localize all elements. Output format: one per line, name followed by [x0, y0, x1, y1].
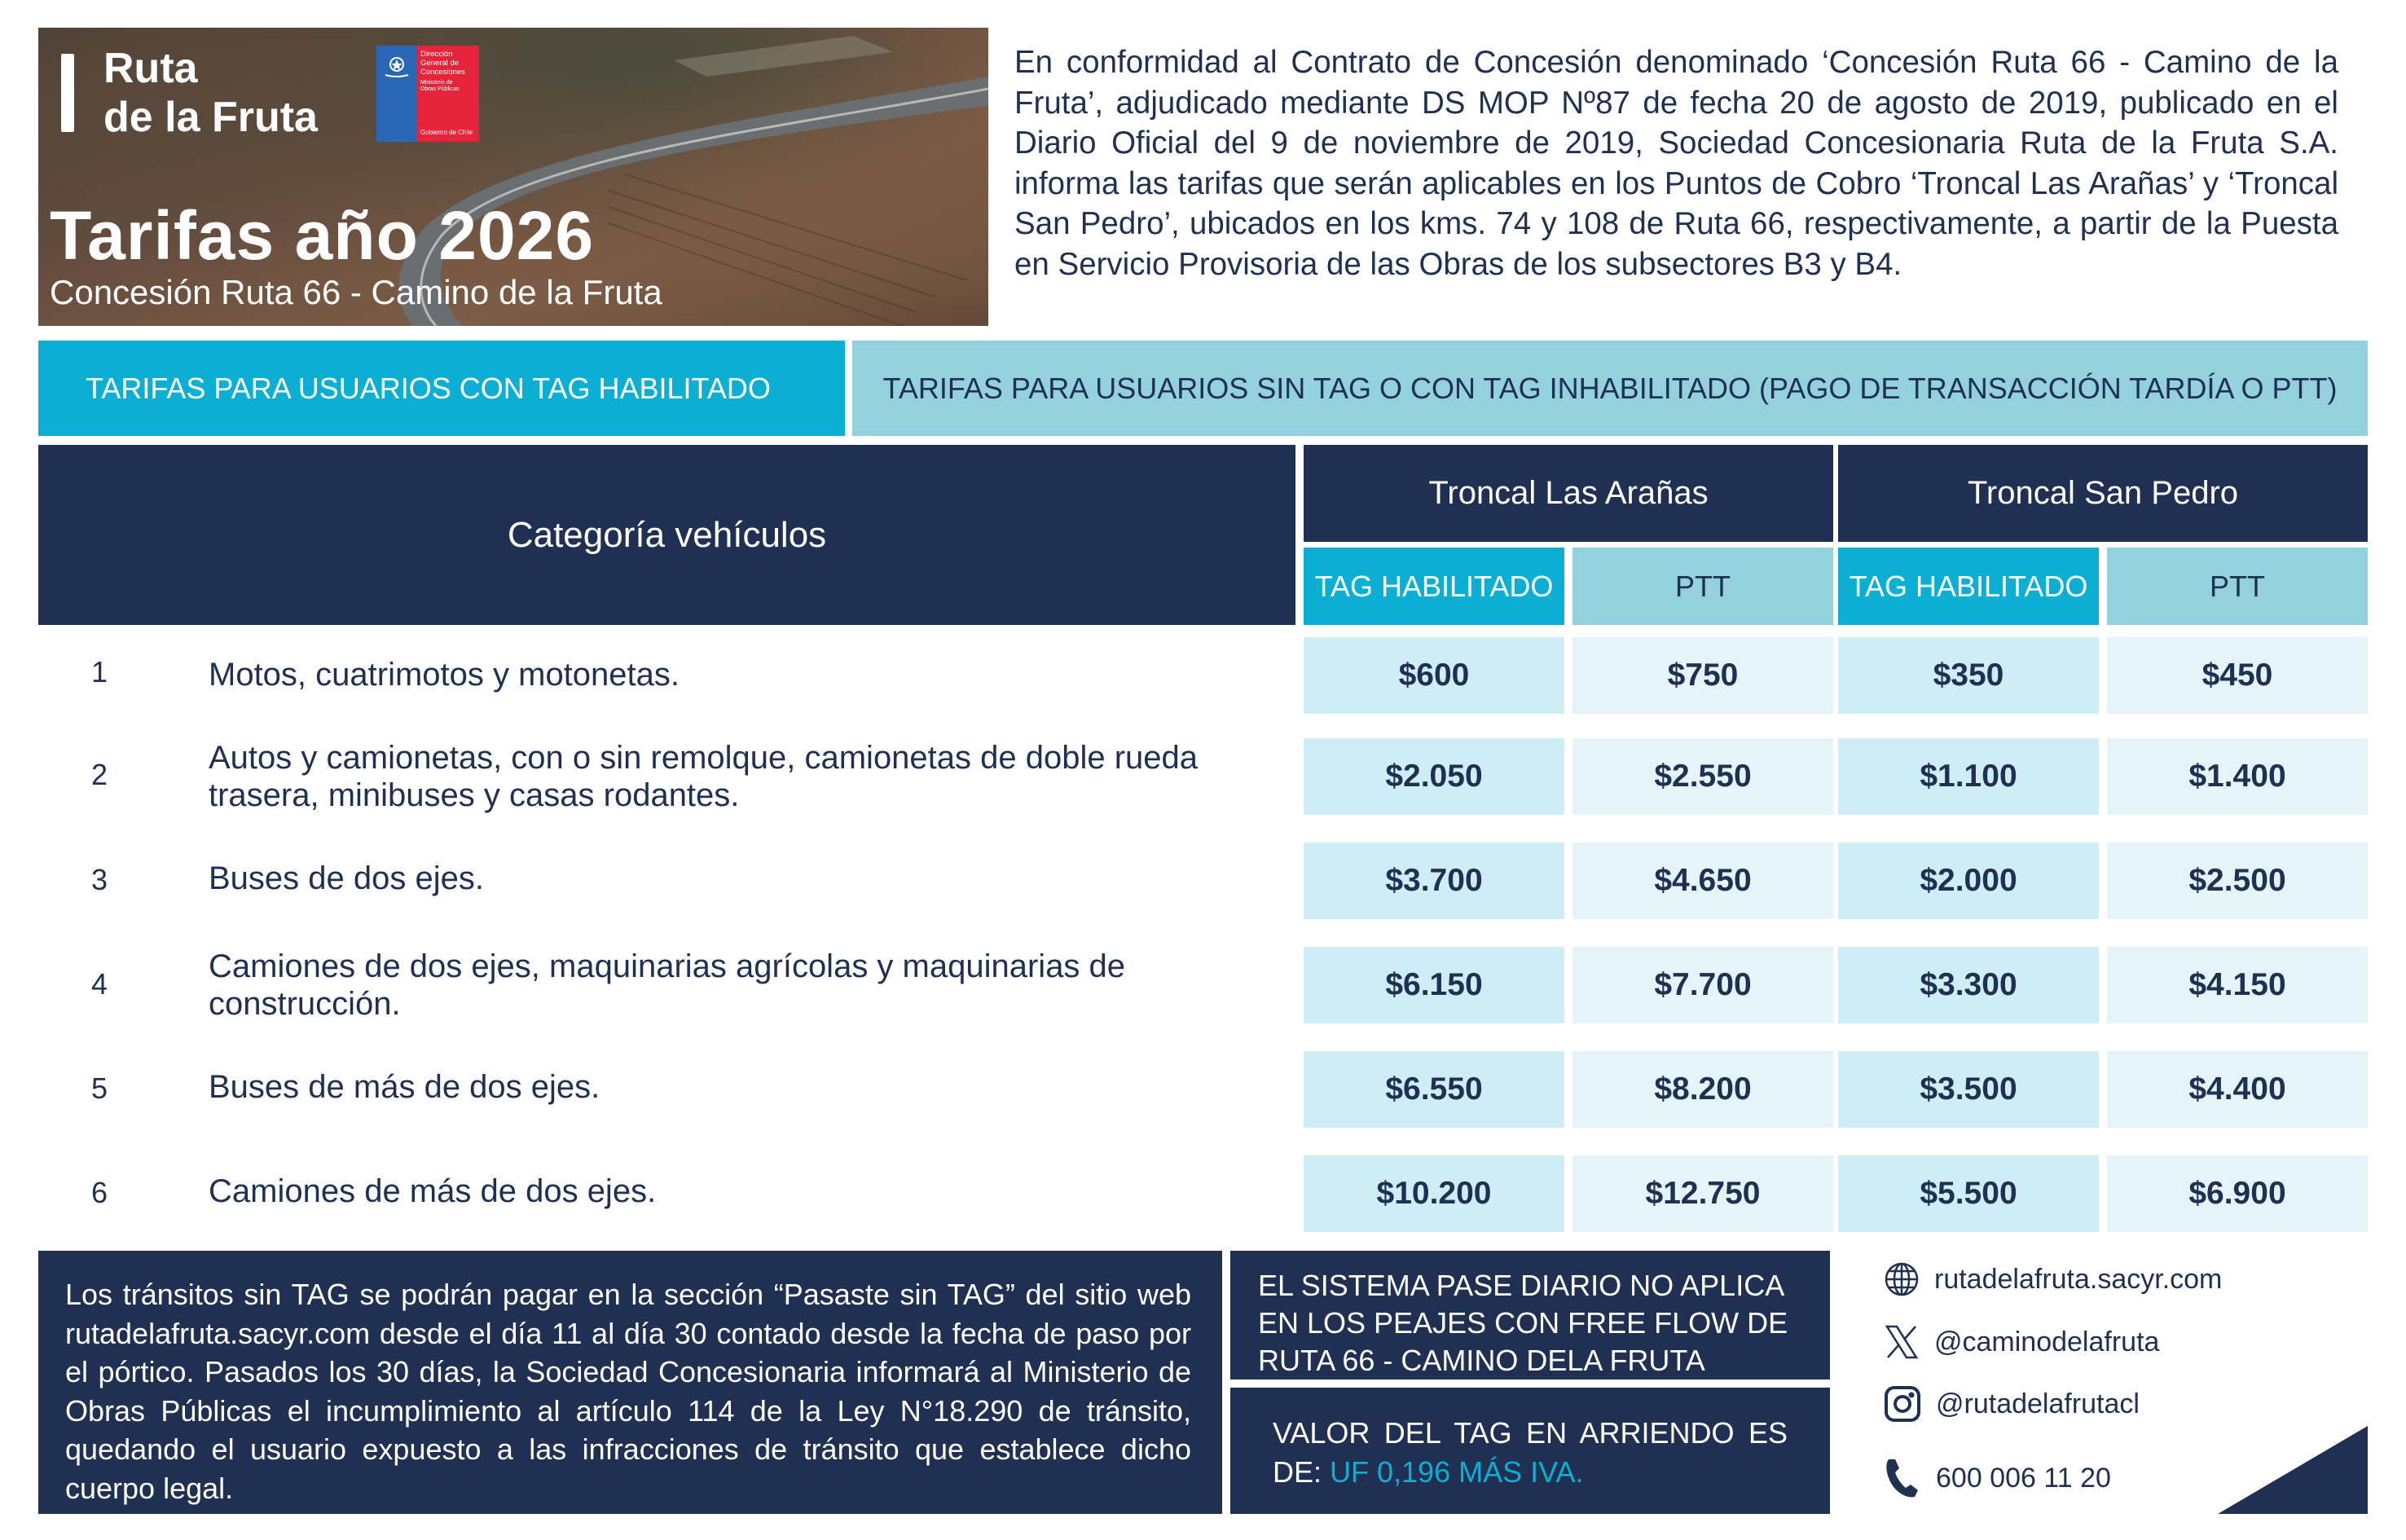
contact-website[interactable] — [1884, 1261, 2222, 1297]
price-cell: $4.400 — [2107, 1051, 2368, 1128]
price-cell: $3.500 — [1838, 1051, 2099, 1128]
price-cell: $1.100 — [1838, 738, 2099, 815]
category-header: Categoría vehículos — [38, 445, 1295, 625]
gov-logo-line-5: Obras Públicas — [420, 86, 460, 92]
phone-icon — [1884, 1457, 1921, 1499]
x-logo-icon — [1884, 1324, 1920, 1360]
instagram-icon — [1884, 1385, 1921, 1423]
row-number: 3 — [91, 863, 108, 896]
row-number: 1 — [91, 655, 108, 689]
subheader-tag-san-pedro: TAG HABILITADO — [1838, 548, 2099, 625]
contact-x[interactable] — [1884, 1324, 2159, 1360]
price-cell: $5.500 — [1838, 1155, 2099, 1232]
gov-logo-line-3: Concesiones — [420, 68, 465, 77]
price-cell: $2.050 — [1304, 738, 1564, 815]
station-header-san-pedro: Troncal San Pedro — [1838, 445, 2368, 542]
gov-logo-line-2: General de — [420, 59, 460, 68]
page-subtitle: Concesión Ruta 66 - Camino de la Fruta — [50, 273, 662, 311]
station-header-las-aranas: Troncal Las Arañas — [1304, 445, 1833, 542]
globe-icon — [1884, 1261, 1920, 1297]
logo-mark-icon — [61, 54, 74, 132]
intro-paragraph: En conformidad al Contrato de Concesión denominado ‘Concesión Ruta 66 - Camino de la Fruta’, adjudicado mediante DS MOP Nº87 de fecha 20 de agosto de 2019, publicado en el Diario Oficial del 9 de noviembre de 2019, Sociedad Concesionaria Ruta de la Fruta S.A. informa las tarifas que serán aplicables en los Puntos de Cobro ‘Troncal Las Arañas’ y ‘Troncal San Pedro’, ubicados en los kms. 74 y 108 de Ruta 66, respectivamente, a partir de la Puesta en Servicio Provisoria de las Obras de los subsectores B3 y B4. — [1014, 45, 2338, 282]
contact-instagram[interactable] — [1884, 1385, 2140, 1423]
price-cell: $3.300 — [1838, 947, 2099, 1023]
tag-value-prefix: VALOR DEL TAG EN ARRIENDO ES DE: — [1273, 1416, 1788, 1489]
row-label: Buses de dos ejes. — [209, 860, 484, 896]
price-cell: $4.150 — [2107, 947, 2368, 1023]
price-cell: $2.500 — [2107, 843, 2368, 919]
logo-line-1: Ruta — [103, 45, 198, 92]
row-number: 5 — [91, 1071, 108, 1105]
row-label: Motos, cuatrimotos y motonetas. — [209, 657, 680, 693]
price-cell: $600 — [1304, 637, 1564, 714]
tab-tag-habilitado: TARIFAS PARA USUARIOS CON TAG HABILITADO — [38, 341, 845, 436]
price-cell: $450 — [2107, 637, 2368, 714]
logo-line-2: de la Fruta — [103, 94, 318, 141]
gov-logo-bottom: Gobierno de Chile — [420, 129, 473, 136]
hero-banner — [38, 28, 988, 326]
tab-sin-tag-ptt: TARIFAS PARA USUARIOS SIN TAG O CON TAG INHABILITADO (PAGO DE TRANSACCIÓN TARDÍA O PTT) — [852, 341, 2368, 436]
price-cell: $3.700 — [1304, 843, 1564, 919]
price-cell: $12.750 — [1572, 1155, 1833, 1232]
coat-of-arms-icon — [376, 46, 417, 142]
website-link[interactable]: rutadelafruta.sacyr.com — [1934, 1263, 2223, 1295]
instagram-handle[interactable]: @rutadelafrutacl — [1936, 1388, 2140, 1419]
price-cell: $1.400 — [2107, 738, 2368, 815]
gov-logo-line-1: Dirección — [420, 50, 453, 59]
row-number: 6 — [91, 1176, 108, 1209]
payment-notice: Los tránsitos sin TAG se podrán pagar en la sección “Pasaste sin TAG” del sitio web rutadelafruta.sacyr.com desde el día 11 al día 30 contado desde la fecha de paso por el pórtico. Pasados los 30 días, la Sociedad Concesionaria informará al Ministerio de Obras Públicas el incumplimiento al artículo 114 de la Ley N°18.290 de tránsito, quedando el usuario expuesto a las infracciones de tránsito que establece dicho cuerpo legal. — [38, 1251, 1222, 1514]
tag-value-notice — [1230, 1388, 1830, 1514]
row-label: Buses de más de dos ejes. — [209, 1069, 600, 1105]
subheader-ptt-san-pedro: PTT — [2107, 548, 2368, 625]
price-cell: $350 — [1838, 637, 2099, 714]
price-cell: $2.550 — [1572, 738, 1833, 815]
price-cell: $750 — [1572, 637, 1833, 714]
price-cell: $6.900 — [2107, 1155, 2368, 1232]
gov-logo-line-4: Ministerio de — [420, 80, 453, 86]
x-handle[interactable]: @caminodelafruta — [1934, 1326, 2160, 1357]
price-cell: $8.200 — [1572, 1051, 1833, 1128]
page-title: Tarifas año 2026 — [50, 197, 595, 274]
pase-diario-notice: EL SISTEMA PASE DIARIO NO APLICA EN LOS PEAJES CON FREE FLOW DE RUTA 66 - CAMINO DELA FRUTA — [1230, 1251, 1830, 1379]
brand-logo — [103, 44, 318, 142]
subheader-tag-las-aranas: TAG HABILITADO — [1304, 548, 1564, 625]
price-cell: $2.000 — [1838, 843, 2099, 919]
decorative-triangle — [2218, 1426, 2368, 1514]
price-cell: $7.700 — [1572, 947, 1833, 1023]
subheader-ptt-las-aranas: PTT — [1572, 548, 1833, 625]
price-cell: $4.650 — [1572, 843, 1833, 919]
row-label: Autos y camionetas, con o sin remolque, camionetas de doble rueda trasera, minibuses y casas rodantes. — [209, 740, 1199, 813]
row-label: Camiones de dos ejes, maquinarias agrícolas y maquinarias de construcción. — [209, 948, 1126, 1022]
contact-phone[interactable] — [1884, 1457, 2111, 1499]
price-cell: $6.550 — [1304, 1051, 1564, 1128]
phone-number[interactable]: 600 006 11 20 — [1936, 1462, 2111, 1494]
row-number: 4 — [91, 967, 108, 1001]
row-label: Camiones de más de dos ejes. — [209, 1173, 657, 1209]
price-cell: $6.150 — [1304, 947, 1564, 1023]
row-number: 2 — [91, 758, 108, 791]
price-cell: $10.200 — [1304, 1155, 1564, 1232]
gov-chile-logo — [376, 46, 479, 142]
tag-value-amount: UF 0,196 MÁS IVA. — [1330, 1455, 1584, 1489]
